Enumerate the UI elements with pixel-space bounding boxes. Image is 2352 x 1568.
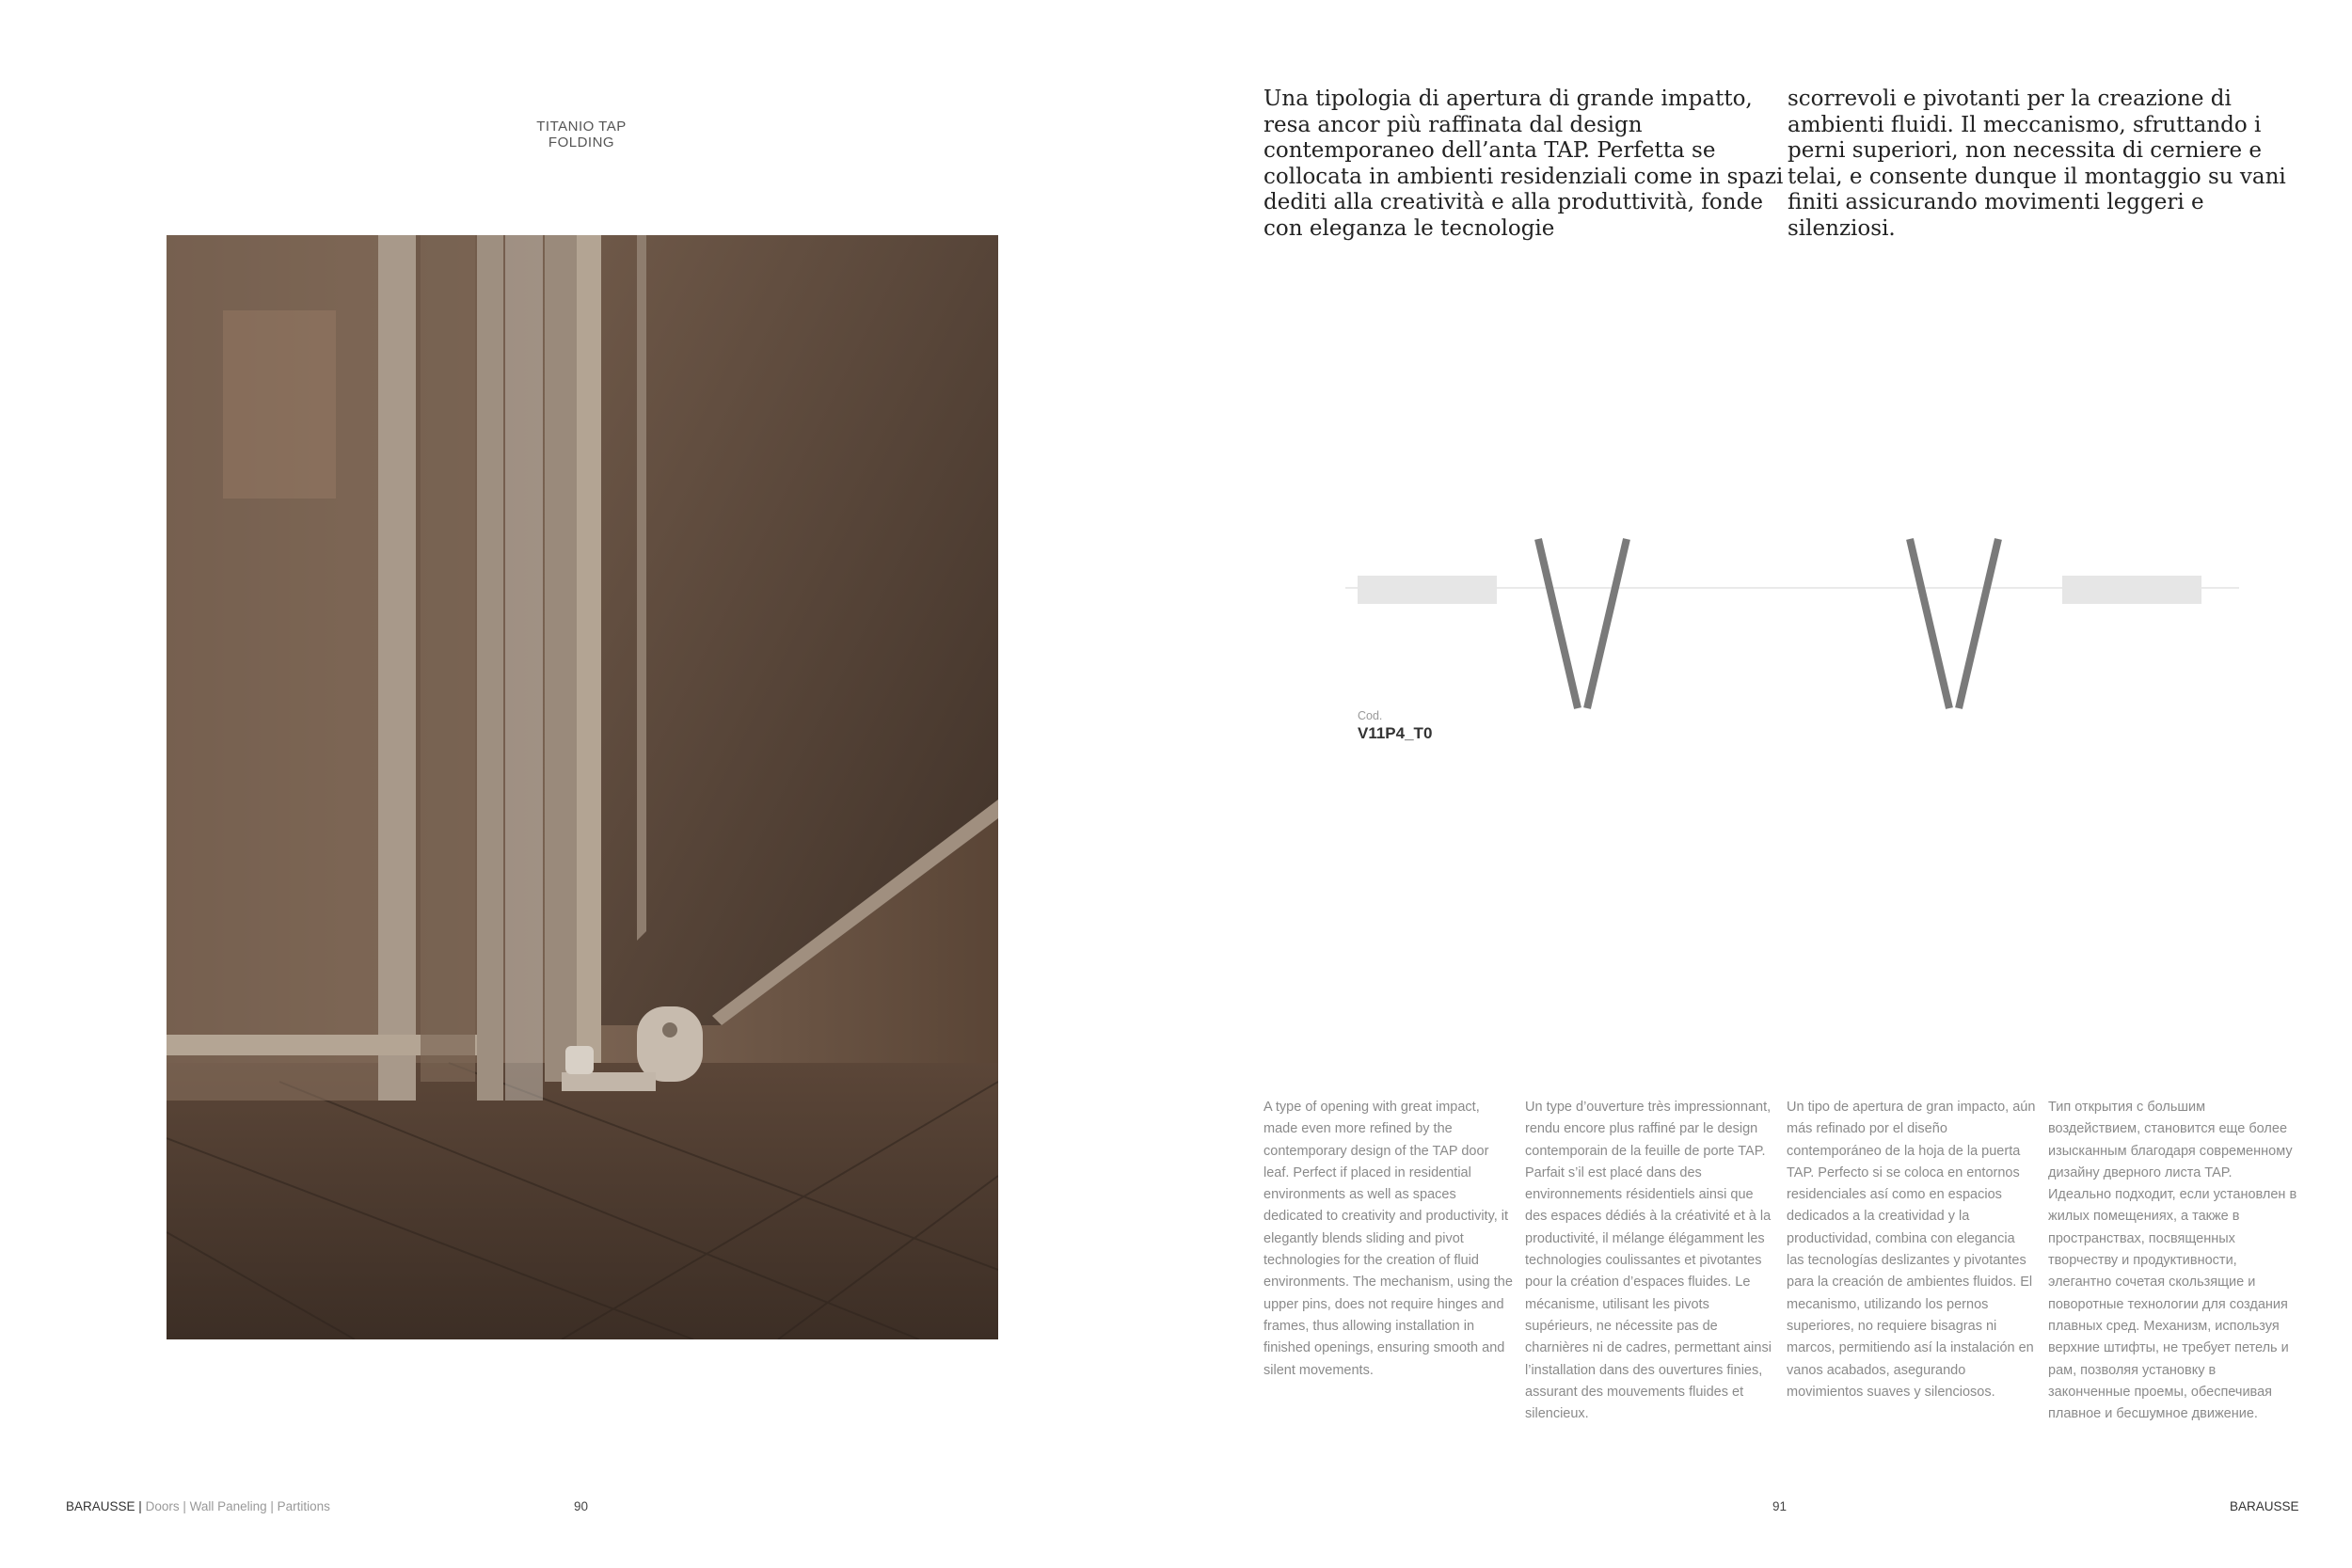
text-russian: Тип открытия с большим воздействием, становится еще более изысканным благодаря современному дизайну дверного листа TAP. Идеально подходит, если установлен в жилых помещениях, а также в пространствах, посвященных творчеству и продуктивности, элегантно сочетая скользящие и поворотные технологии для создания плавных сред. Механизм, используя верхние штифты, не требует петель и рам, позволяя установку в законченные проемы, обеспечивая плавное и бесшумное движение.	[2048, 1100, 2297, 1422]
door-leaf-1	[1538, 539, 1578, 708]
page-number-left: 90	[574, 1499, 589, 1513]
door-leaf-3	[1910, 539, 1949, 708]
page-number-right: 91	[1772, 1499, 1788, 1513]
code-label: Cod.	[1358, 709, 1383, 722]
wall-block-left	[1358, 576, 1497, 604]
text-english: A type of opening with great impact, made even more refined by the contemporary design of the TAP door leaf. Perfect if placed in residential environments as well as spaces dedicated to creativity and productivity, it elegantly blends sliding and pivot technologies for the creation of fluid environments. The mechanism, using the upper pins, does not require hinges and frames, thus allowing installation in finished openings, ensuring smooth and silent movements.	[1263, 1100, 1513, 1378]
door-leaf-4	[1959, 539, 1998, 708]
wall-block-right	[2062, 576, 2201, 604]
opening-diagram	[1345, 527, 2239, 734]
footer-brand-right: BARAUSSE	[2230, 1499, 2299, 1513]
footer-separator: |	[138, 1499, 142, 1513]
product-photo	[167, 235, 998, 1339]
intro-text-column-2: scorrevoli e pivotanti per la creazione di ambienti fluidi. Il meccanismo, sfruttando i perni superiori, non necessita di cerniere e telai, e consente dunque il montaggio su vani finiti assicurando movimenti leggeri e silenziosi.	[1788, 87, 2286, 241]
footer-brand: BARAUSSE	[66, 1499, 135, 1513]
intro-text-column-1: Una tipologia di apertura di grande impatto, resa ancor più raffinata dal design contemporaneo dell’anta TAP. Perfetta se collocata in ambienti residenziali come in spazi dediti alla creatività e alla produttività, fonde con eleganza le tecnologie	[1263, 87, 1784, 241]
text-spanish: Un tipo de apertura de gran impacto, aún más refinado por el diseño contemporáneo de la hoja de la puerta TAP. Perfecto si se coloca en entornos residenciales así como en espacios dedicados a la creatividad y la productividad, combina con elegancia las tecnologías deslizantes y pivotantes para la creación de ambientes fluidos. El mecanismo, utilizando los pernos superiores, no requiere bisagras ni marcos, permitiendo así la instalación en vanos acabados, asegurando movimientos suaves y silenciosos.	[1787, 1100, 2036, 1400]
code-value: V11P4_T0	[1358, 724, 1433, 742]
text-french: Un type d’ouverture très impressionnant, rendu encore plus raffiné par le design contemporain de la feuille de porte TAP. Parfait s’il est placé dans des environnements résidentiels ainsi que des espaces dédiés à la créativité et à la productivité, il mélange élégamment les technologies coulissantes et pivotantes pour la création d’espaces fluides. Le mécanisme, utilisant les pivots supérieurs, ne nécessite pas de charnières ni de cadres, permettant ainsi l’installation dans des ouvertures finies, assurant des mouvements fluides et silencieux.	[1525, 1100, 1772, 1422]
product-title: TITANIO TAP FOLDING	[536, 119, 627, 150]
door-leaf-2	[1587, 539, 1627, 708]
footer-brand-line	[66, 1499, 330, 1513]
right-page	[1176, 0, 2352, 1568]
footer-categories: Doors | Wall Paneling | Partitions	[145, 1499, 330, 1513]
